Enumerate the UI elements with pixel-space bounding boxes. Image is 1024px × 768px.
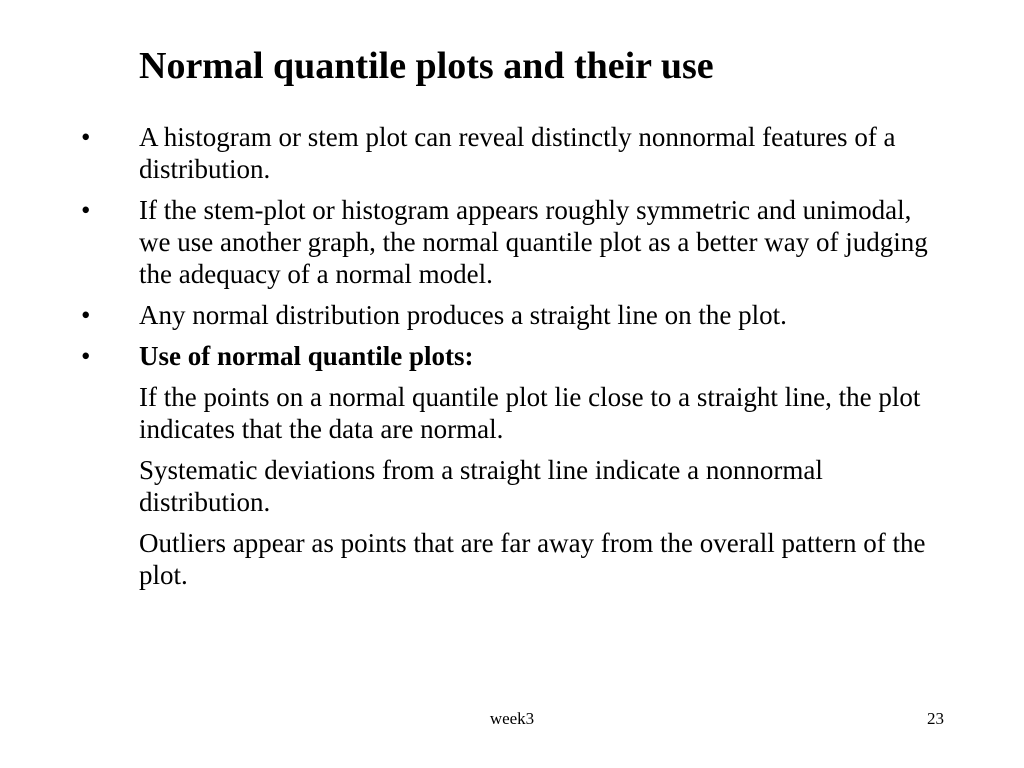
- sub-paragraph: [0, 527, 929, 591]
- bullet-item: [0, 121, 929, 185]
- slide-title: Normal quantile plots and their use: [139, 45, 714, 87]
- sub-paragraph-text: If the points on a normal quantile plot lie close to a straight line, the plot indicates that the data are normal.: [139, 382, 921, 444]
- sub-paragraph-text: Systematic deviations from a straight line indicate a nonnormal distribution.: [139, 455, 823, 517]
- bullet-marker: •: [81, 341, 91, 371]
- bullet-marker: •: [81, 195, 91, 225]
- sub-paragraph-text: Outliers appear as points that are far away from the overall pattern of the plot.: [139, 528, 926, 590]
- footer-label: week3: [489, 709, 535, 728]
- bullet-text: A histogram or stem plot can reveal distinctly nonnormal features of a distribution.: [139, 122, 896, 184]
- bullet-text: If the stem-plot or histogram appears roughly symmetric and unimodal, we use another graph, the normal quantile plot as a better way of judging the adequacy of a normal model.: [139, 195, 928, 289]
- bullet-marker: •: [81, 122, 91, 152]
- bullet-heading-text: Use of normal quantile plots:: [139, 341, 474, 371]
- sub-paragraph: [0, 381, 929, 445]
- slide-content: [0, 121, 1024, 600]
- sub-paragraph: [0, 454, 929, 518]
- page-number: 23: [927, 709, 944, 728]
- bullet-marker: •: [81, 300, 91, 330]
- bullet-item-heading: [0, 340, 929, 372]
- bullet-item: [0, 299, 929, 331]
- bullet-text: Any normal distribution produces a straight line on the plot.: [139, 300, 787, 330]
- bullet-item: [0, 194, 929, 290]
